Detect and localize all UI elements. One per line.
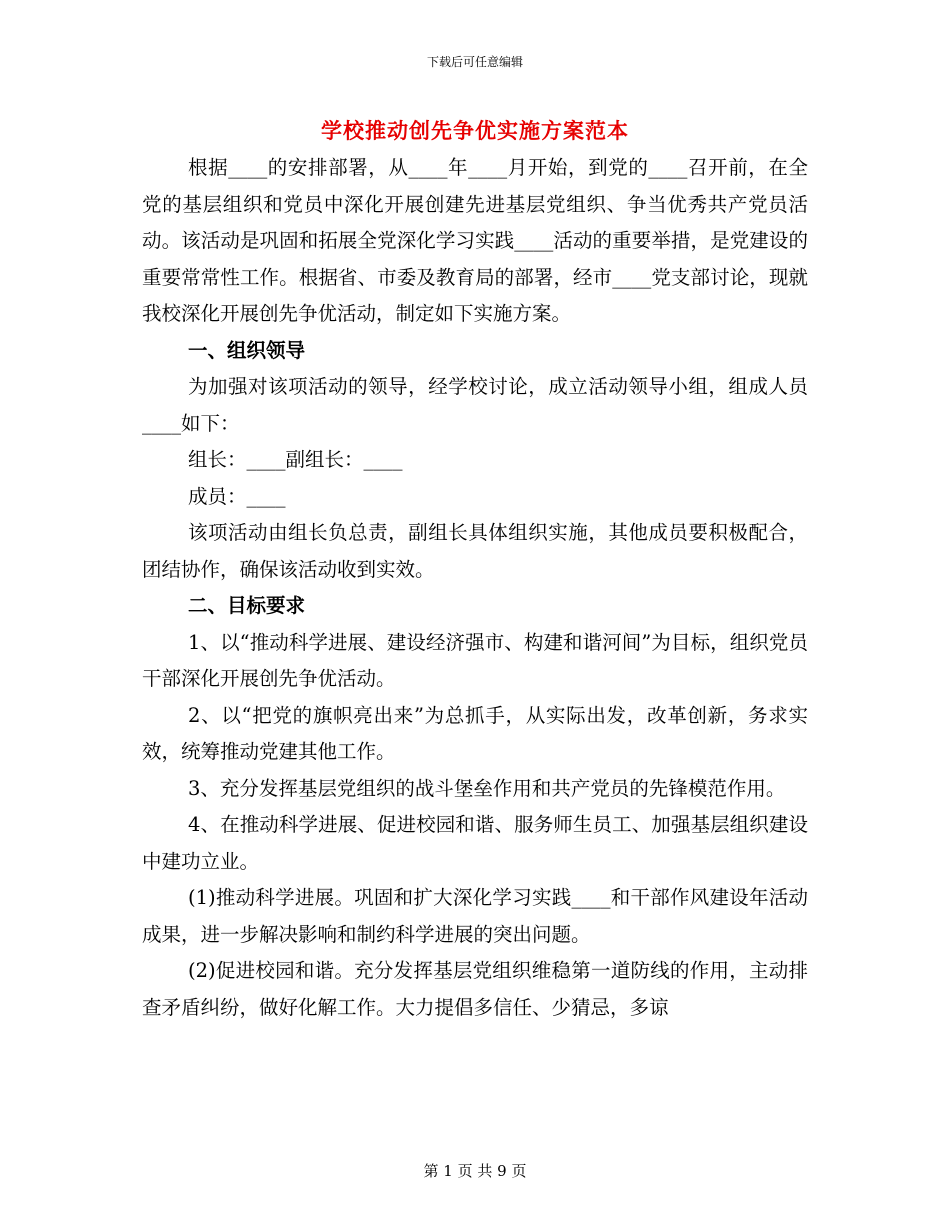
section-heading-1: 一、组织领导 xyxy=(188,338,306,362)
section-heading-2: 二、目标要求 xyxy=(188,594,306,617)
page-footer: 第 1 页 共 9 页 xyxy=(423,1162,527,1180)
page-header: 下载后可任意编辑 xyxy=(426,55,523,69)
duty-paragraph: 该项活动由组长负总责，副组长具体组织实施，其他成员要积极配合，团结协作，确保该活动收到实效。 xyxy=(142,521,808,581)
goal-item-2: 2、以“把党的旗帜亮出来”为总抓手，从实际出发，改革创新，务求实效，统筹推动党建其他工作。 xyxy=(142,703,808,763)
intro-paragraph: 根据____的安排部署，从____年____月开始，到党的____召开前，在全党的基层组织和党员中深化开展创建先进基层党组织、争当优秀共产党员活动。该活动是巩固和拓展全党深化学习实践____活动的重要举措，是党建设的重要常常性工作。根据省、市委及教育局的部署，经市____党支部讨论，现就我校深化开展创先争优活动，制定如下实施方案。 xyxy=(142,156,808,325)
organization-paragraph: 为加强对该项活动的领导，经学校讨论，成立活动领导小组，组成人员____如下： xyxy=(142,375,808,435)
sub-item-2: (2)促进校园和谐。充分发挥基层党组织维稳第一道防线的作用，主动排查矛盾纠纷，做好化解工作。大力提倡多信任、少猜忌，多谅 xyxy=(142,959,808,1019)
document-title: 学校推动创先争优实施方案范本 xyxy=(321,118,629,143)
goal-item-4: 4、在推动科学进展、促进校园和谐、服务师生员工、加强基层组织建设中建功立业。 xyxy=(142,813,808,873)
goal-item-3: 3、充分发挥基层党组织的战斗堡垒作用和共产党员的先锋模范作用。 xyxy=(188,776,786,800)
document-body xyxy=(142,150,808,1026)
goal-item-1: 1、以“推动科学进展、建设经济强市、构建和谐河间”为目标，组织党员干部深化开展创先争优活动。 xyxy=(142,630,808,690)
leaders-line: 组长：____副组长：____ xyxy=(188,448,403,471)
members-line: 成员：____ xyxy=(188,484,286,508)
sub-item-1: (1)推动科学进展。巩固和扩大深化学习实践____和干部作风建设年活动成果，进一步解决影响和制约科学进展的突出问题。 xyxy=(142,886,808,946)
